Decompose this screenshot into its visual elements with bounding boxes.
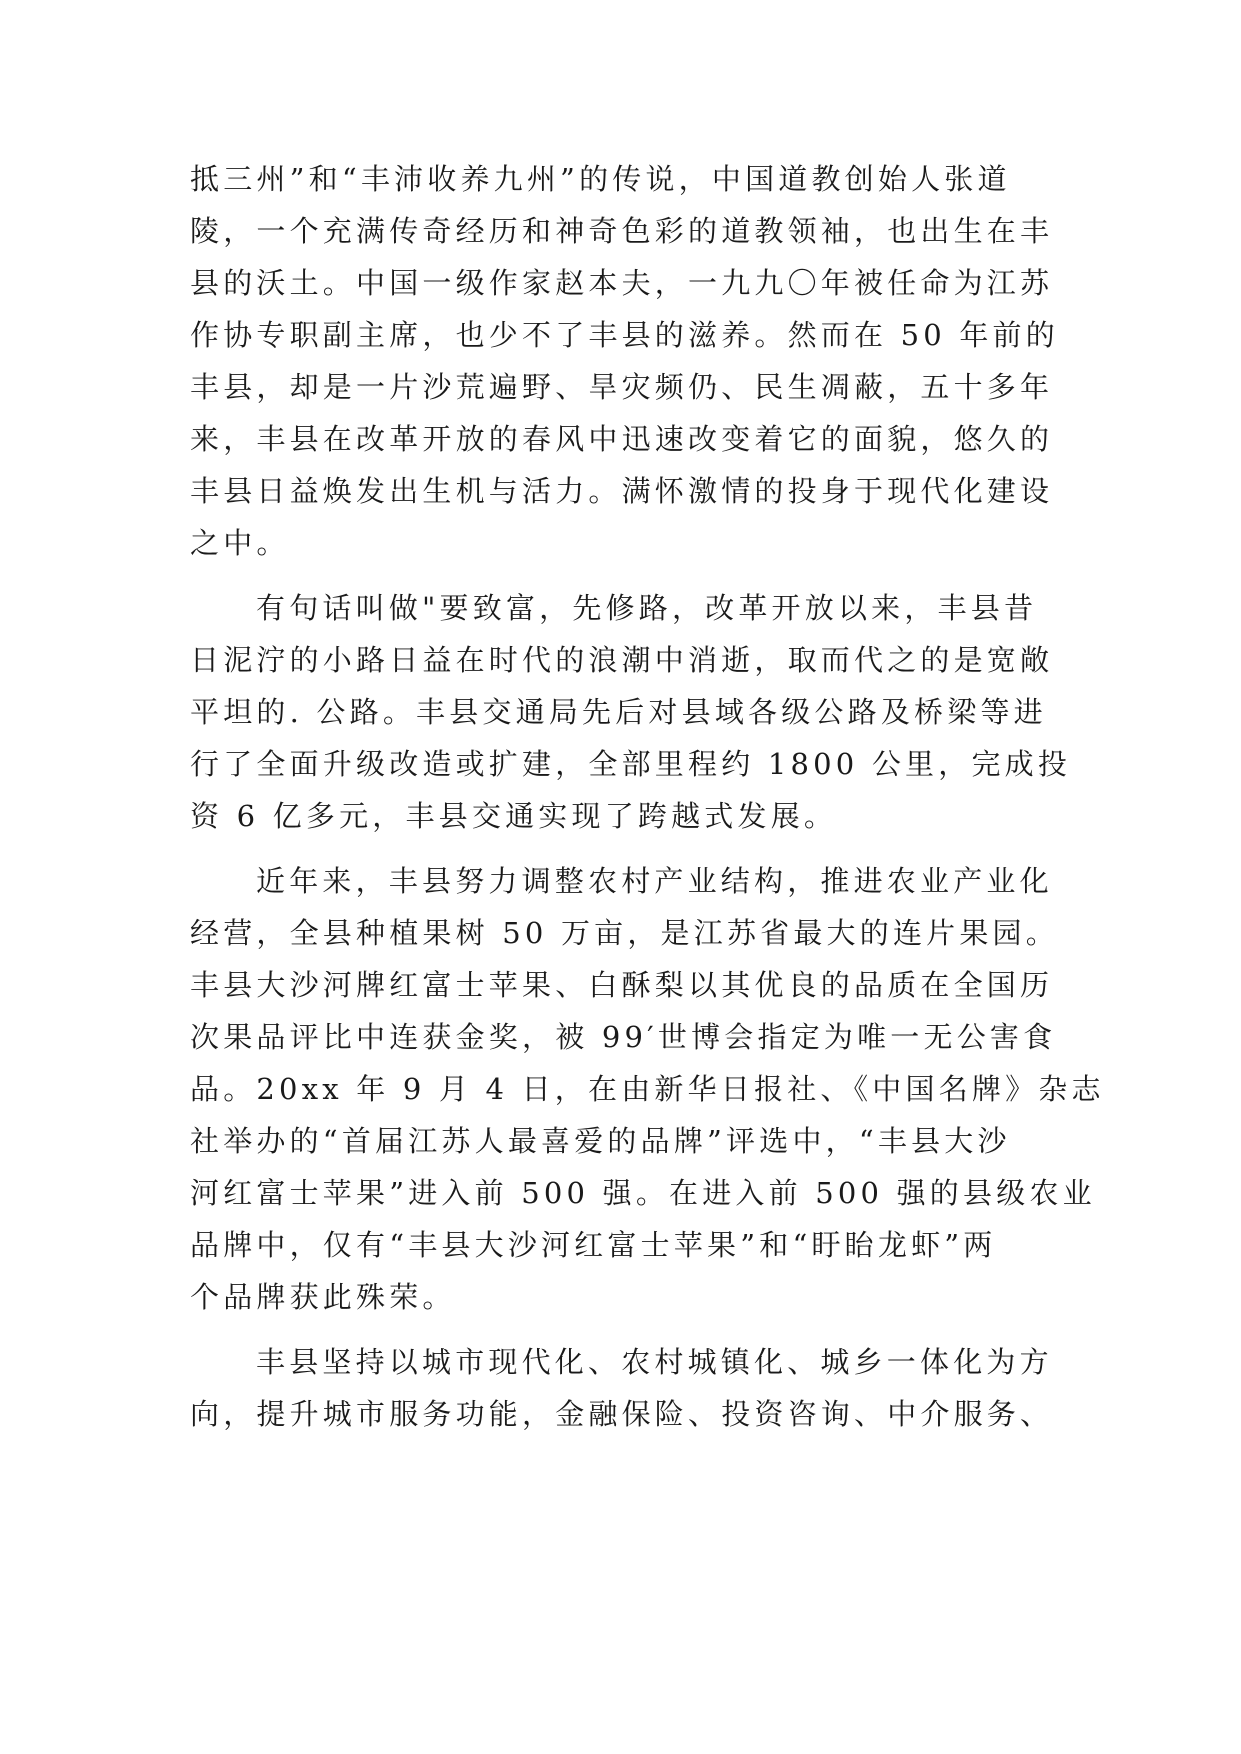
text-line: 丰县坚持以城市现代化、农村城镇化、城乡一体化为方 [256,1345,1053,1379]
paragraph-1 [190,153,1059,569]
paragraph-3 [190,855,1105,1323]
text-line: 县的沃土。中国一级作家赵本夫，一九九〇年被任命为江苏 [190,266,1054,300]
text-line: 平坦的. 公路。丰县交通局先后对县域各级公路及桥梁等进 [190,695,1047,729]
document-body [190,153,1105,1440]
text-line: 经营，全县种植果树 50 万亩，是江苏省最大的连片果园。 [190,916,1059,950]
text-line: 作协专职副主席，也少不了丰县的滋养。然而在 50 年前的 [190,318,1059,352]
paragraph-spacer [190,1323,1050,1336]
text-line: 资 6 亿多元，丰县交通实现了跨越式发展。 [190,799,838,833]
text-line: 抵三州”和“丰沛收养九州”的传说，中国道教创始人张道 [190,162,1011,196]
text-line: 品牌中，仅有“丰县大沙河红富士苹果”和“盱眙龙虾”两 [190,1228,997,1262]
text-line: 社举办的“首届江苏人最喜爱的品牌”评选中，“丰县大沙 [190,1124,1011,1158]
paragraph-spacer [190,842,1050,855]
text-line: 近年来，丰县努力调整农村产业结构，推进农业产业化 [256,864,1053,898]
text-line: 丰县日益焕发出生机与活力。满怀激情的投身于现代化建设 [190,474,1054,508]
text-line: 个品牌获此殊荣。 [190,1280,456,1314]
text-line: 来，丰县在改革开放的春风中迅速改变着它的面貌，悠久的 [190,422,1054,456]
text-line: 次果品评比中连获金奖，被 99′世博会指定为唯一无公害食 [190,1020,1057,1054]
text-line: 行了全面升级改造或扩建，全部里程约 1800 公里，完成投 [190,747,1072,781]
paragraph-4 [190,1336,1054,1440]
text-line: 向，提升城市服务功能，金融保险、投资咨询、中介服务、 [190,1397,1054,1431]
paragraph-spacer [190,569,1050,582]
text-line: 丰县大沙河牌红富士苹果、白酥梨以其优良的品质在全国历 [190,968,1054,1002]
text-line: 河红富士苹果”进入前 500 强。在进入前 500 强的县级农业 [190,1176,1096,1210]
text-line: 品。20xx 年 9 月 4 日，在由新华日报社、《中国名牌》杂志 [190,1072,1105,1106]
text-line: 有句话叫做"要致富，先修路，改革开放以来，丰县昔 [256,591,1038,625]
paragraph-2 [190,582,1072,842]
text-line: 之中。 [190,526,290,560]
text-line: 日泥泞的小路日益在时代的浪潮中消逝，取而代之的是宽敞 [190,643,1054,677]
text-line: 陵，一个充满传奇经历和神奇色彩的道教领袖，也出生在丰 [190,214,1054,248]
text-line: 丰县，却是一片沙荒遍野、旱灾频仍、民生凋蔽，五十多年 [190,370,1054,404]
